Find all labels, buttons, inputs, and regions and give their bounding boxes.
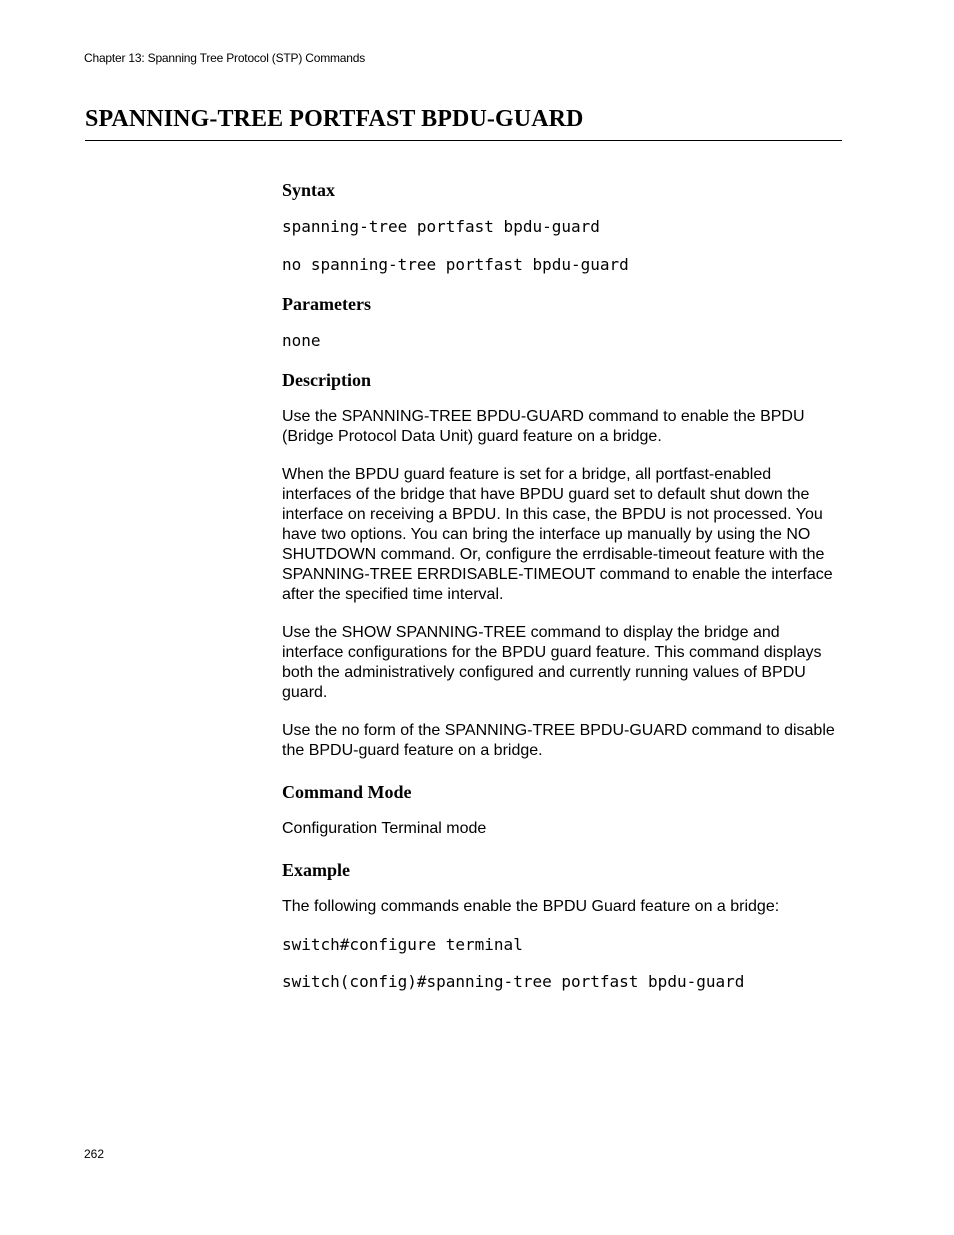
syntax-line: no spanning-tree portfast bpdu-guard bbox=[282, 255, 629, 274]
page-title: SPANNING-TREE PORTFAST BPDU-GUARD bbox=[85, 106, 584, 132]
title-rule bbox=[85, 140, 842, 141]
description-paragraph: Use the no form of the SPANNING-TREE BPDU-GUARD command to disable the BPDU-guard feature on a bridge. bbox=[282, 722, 835, 759]
content-body bbox=[282, 178, 844, 992]
description-paragraph: When the BPDU guard feature is set for a bridge, all portfast-enabled interfaces of the bridge that have BPDU guard set to default shut down the interface on receiving a BPDU. In this case, the BPDU is not processed. You have two options. You can bring the interface up manually by using the NO SHUTDOWN command. Or, configure the errdisable-timeout feature with the SPANNING-TREE ERRDISABLE-TIMEOUT command to enable the interface after the specified time interval. bbox=[282, 466, 833, 603]
example-command: switch(config)#spanning-tree portfast bpdu-guard bbox=[282, 972, 745, 991]
description-heading: Description bbox=[282, 370, 371, 390]
syntax-line: spanning-tree portfast bpdu-guard bbox=[282, 217, 600, 236]
parameters-value: none bbox=[282, 331, 321, 350]
parameters-heading: Parameters bbox=[282, 294, 371, 314]
example-heading: Example bbox=[282, 860, 351, 880]
command-mode-value: Configuration Terminal mode bbox=[282, 820, 487, 837]
example-command: switch#configure terminal bbox=[282, 935, 523, 954]
syntax-heading: Syntax bbox=[282, 180, 336, 200]
page-number: 262 bbox=[84, 1147, 105, 1161]
running-header: Chapter 13: Spanning Tree Protocol (STP) Commands bbox=[84, 51, 366, 65]
description-paragraph: Use the SPANNING-TREE BPDU-GUARD command to enable the BPDU (Bridge Protocol Data Unit) guard feature on a bridge. bbox=[282, 408, 805, 445]
command-mode-heading: Command Mode bbox=[282, 782, 412, 802]
example-intro: The following commands enable the BPDU Guard feature on a bridge: bbox=[282, 898, 780, 915]
description-paragraph: Use the SHOW SPANNING-TREE command to display the bridge and interface configurations for the BPDU guard feature. This command displays both the administratively configured and currently running values of BPDU guard. bbox=[282, 624, 822, 701]
